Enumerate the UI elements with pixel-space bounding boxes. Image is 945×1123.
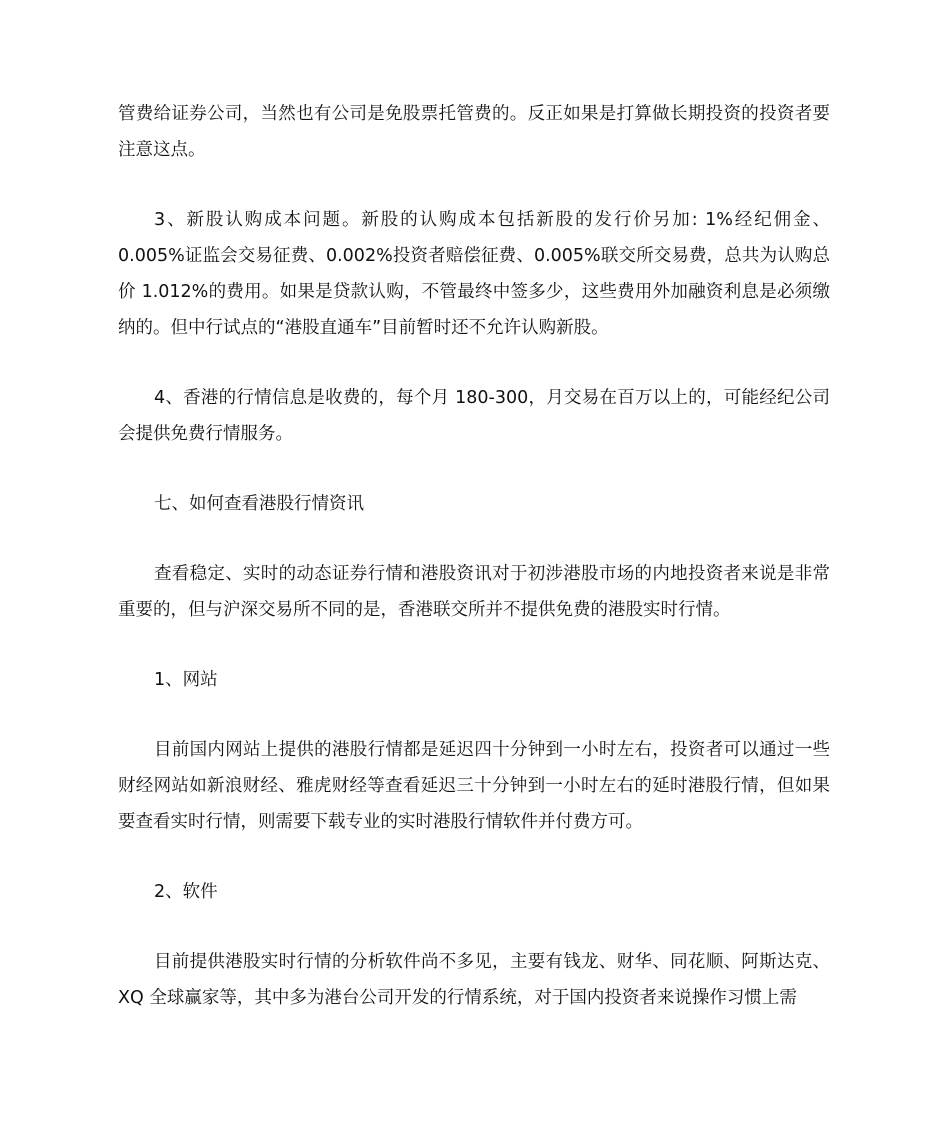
paragraph-custody-fee: 管费给证券公司，当然也有公司是免股票托管费的。反正如果是打算做长期投资的投资者要注意这点。 <box>118 104 830 160</box>
paragraph-ipo-cost: 3、新股认购成本问题。新股的认购成本包括新股的发行价另加: 1%经纪佣金、0.005%证监会交易征费、0.002%投资者赔偿征费、0.005%联交所交易费，总共为认购总价 1.012%的费用。如果是贷款认购，不管最终中签多少，这些费用外加融资利息是必须缴纳的。但中行试点的“港股直通车”目前暂时还不允许认购新股。 <box>118 210 830 338</box>
section-heading-how-to-view-quotes: 七、如何查看港股行情资讯 <box>154 494 364 514</box>
subheading-software: 2、软件 <box>154 882 218 902</box>
paragraph-software-list: 目前提供港股实时行情的分析软件尚不多见，主要有钱龙、财华、同花顺、阿斯达克、XQ 全球赢家等，其中多为港台公司开发的行情系统，对于国内投资者来说操作习惯上需 <box>118 952 830 1008</box>
paragraph-quote-fee: 4、香港的行情信息是收费的，每个月 180-300，月交易在百万以上的，可能经纪公司会提供免费行情服务。 <box>118 388 830 444</box>
paragraph-website-delay: 目前国内网站上提供的港股行情都是延迟四十分钟到一小时左右，投资者可以通过一些财经网站如新浪财经、雅虎财经等查看延迟三十分钟到一小时左右的延时港股行情，但如果要查看实时行情，则需要下载专业的实时港股行情软件并付费方可。 <box>118 740 830 832</box>
document-page <box>118 96 830 1016</box>
paragraph-realtime-importance: 查看稳定、实时的动态证券行情和港股资讯对于初涉港股市场的内地投资者来说是非常重要的，但与沪深交易所不同的是，香港联交所并不提供免费的港股实时行情。 <box>118 564 830 620</box>
subheading-websites: 1、网站 <box>154 670 218 690</box>
